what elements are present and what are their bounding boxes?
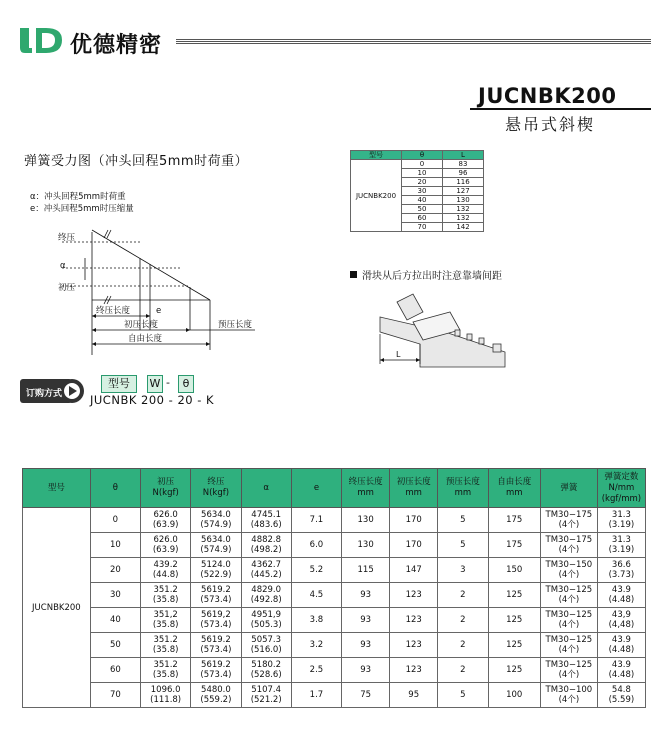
preload-length-cell-line: 3: [460, 565, 466, 575]
e-cell-line: 6.0: [309, 540, 324, 550]
spring-constant-cell: [597, 533, 645, 558]
alpha-cell-line: (492.8): [250, 595, 282, 605]
stbl-l: 132: [443, 205, 484, 214]
spring-constant-cell: [597, 633, 645, 658]
label-initial-length: 初压长度: [124, 320, 159, 330]
initial-length-cell-line: 95: [408, 690, 420, 700]
stbl-header-model: 型号: [351, 151, 402, 160]
spring-constant-cell: [597, 508, 645, 533]
spring-cell: [540, 533, 597, 558]
header-e: e: [291, 469, 341, 508]
theta-cell: [90, 558, 140, 583]
slider-note-text: 滑块从后方拉出时注意靠墙间距: [362, 271, 502, 282]
header-initial-force: 初压 N(kgf): [141, 469, 191, 508]
alpha-cell-line: (445.2): [250, 570, 282, 580]
initial-force-cell-line: (35.8): [152, 670, 179, 680]
final-length-cell: [342, 508, 390, 533]
theta-cell: [90, 508, 140, 533]
final-force-cell-line: 5619.2: [201, 660, 231, 670]
table-row: [23, 683, 646, 708]
spring-cell-line: (4个): [558, 595, 580, 605]
initial-length-cell-line: 123: [405, 590, 422, 600]
alpha-cell: [241, 608, 291, 633]
e-cell-line: 5.2: [309, 565, 324, 575]
initial-length-cell: [390, 583, 438, 608]
preload-length-cell-line: 2: [460, 640, 466, 650]
final-length-cell: [342, 608, 390, 633]
model-rule: [470, 108, 651, 110]
alpha-cell-line: (516.0): [250, 645, 282, 655]
theta-cell: [90, 608, 140, 633]
initial-force-cell-line: 351.2: [153, 660, 178, 670]
header-free-length: 自由长度 mm: [488, 469, 540, 508]
initial-length-cell-line: 147: [405, 565, 422, 575]
order-box-model: 型号: [101, 375, 137, 393]
spring-cell-line: (4个): [558, 695, 580, 705]
free-length-cell: [488, 608, 540, 633]
spring-constant-cell-line: (4.48): [608, 670, 635, 680]
spring-cell-line: (4个): [558, 620, 580, 630]
alpha-cell: [241, 558, 291, 583]
preload-length-cell-line: 2: [460, 665, 466, 675]
alpha-cell: [241, 633, 291, 658]
spring-constant-cell-line: (4,48): [608, 620, 635, 630]
alpha-cell: [241, 658, 291, 683]
spring-cell: [540, 508, 597, 533]
alpha-cell: [241, 533, 291, 558]
initial-length-cell: [390, 658, 438, 683]
spring-force-diagram: [20, 220, 280, 360]
order-box-theta: θ: [178, 375, 194, 393]
preload-length-cell: [438, 508, 488, 533]
preload-length-cell: [438, 633, 488, 658]
stbl-theta: 60: [402, 214, 443, 223]
initial-length-cell: [390, 683, 438, 708]
initial-force-cell: [141, 633, 191, 658]
final-force-cell: [191, 558, 241, 583]
theta-cell: [90, 658, 140, 683]
spring-constant-cell-line: 54.8: [611, 685, 631, 695]
initial-force-cell-line: 1096.0: [150, 685, 181, 695]
free-length-cell: [488, 533, 540, 558]
slider-mechanism-drawing: [355, 282, 520, 377]
free-length-cell: [488, 683, 540, 708]
initial-length-cell: [390, 533, 438, 558]
stbl-theta: 20: [402, 178, 443, 187]
initial-length-cell-line: 170: [405, 515, 422, 525]
free-length-cell-line: 175: [506, 515, 523, 525]
theta-cell: [90, 683, 140, 708]
theta-cell-line: 70: [109, 690, 121, 700]
free-length-cell: [488, 658, 540, 683]
preload-length-cell: [438, 608, 488, 633]
spring-constant-cell-line: (3.73): [608, 570, 635, 580]
label-preload-length: 预压长度: [218, 320, 253, 330]
header-final-length: 终压长度 mm: [342, 469, 390, 508]
e-cell-line: 1.7: [309, 690, 324, 700]
free-length-cell: [488, 508, 540, 533]
initial-force-cell: [141, 558, 191, 583]
stbl-model: JUCNBK200: [351, 160, 402, 232]
initial-length-cell: [390, 608, 438, 633]
initial-force-cell-line: 351.2: [153, 585, 178, 595]
preload-length-cell-line: 5: [460, 690, 466, 700]
final-length-cell: [342, 658, 390, 683]
theta-cell-line: 10: [109, 540, 121, 550]
order-box-w: W: [147, 375, 163, 393]
final-length-cell: [342, 633, 390, 658]
spring-cell: [540, 608, 597, 633]
spring-constant-cell: [597, 608, 645, 633]
initial-length-cell: [390, 633, 438, 658]
brand-name: 优德精密: [70, 33, 163, 58]
order-example: JUCNBK 200 - 20 - K: [90, 393, 215, 407]
spring-constant-cell-line: 31.3: [611, 510, 631, 520]
final-length-cell: [342, 558, 390, 583]
theta-cell-line: 50: [109, 640, 121, 650]
final-force-cell-line: 5619.2: [201, 635, 231, 645]
e-cell-line: 3.8: [309, 615, 324, 625]
final-force-cell-line: 5619.2: [201, 585, 231, 595]
spring-constant-cell-line: (4.48): [608, 595, 635, 605]
final-force-cell-line: 5619,2: [201, 610, 231, 620]
alpha-cell-line: 4951,9: [251, 610, 282, 620]
spring-diagram-title: 弹簧受力图（冲头回程5mm时荷重）: [24, 154, 249, 169]
spring-constant-cell: [597, 558, 645, 583]
final-force-cell: [191, 533, 241, 558]
initial-force-cell-line: (44.8): [152, 570, 179, 580]
final-force-cell-line: 5480.0: [201, 685, 231, 695]
final-force-cell-line: (573.4): [200, 670, 232, 680]
label-initial: 初压: [58, 283, 76, 293]
label-final: 终压: [58, 233, 76, 243]
free-length-cell-line: 125: [506, 665, 523, 675]
final-force-cell: [191, 683, 241, 708]
theta-cell: [90, 533, 140, 558]
free-length-cell-line: 150: [506, 565, 523, 575]
final-length-cell-line: 75: [360, 690, 372, 700]
stbl-theta: 40: [402, 196, 443, 205]
spring-constant-cell-line: (3.19): [608, 520, 635, 530]
spring-cell: [540, 683, 597, 708]
preload-length-cell: [438, 683, 488, 708]
free-length-cell-line: 100: [506, 690, 523, 700]
stbl-theta: 30: [402, 187, 443, 196]
header-final-force: 终压 N(kgf): [191, 469, 241, 508]
final-force-cell-line: (573.4): [200, 595, 232, 605]
preload-length-cell-line: 5: [460, 540, 466, 550]
table-row: [23, 558, 646, 583]
spring-cell-line: (4个): [558, 545, 580, 555]
theta-cell-line: 60: [109, 665, 121, 675]
stbl-l: 130: [443, 196, 484, 205]
initial-force-cell-line: (35.8): [152, 620, 179, 630]
final-force-cell-line: 5124.0: [201, 560, 231, 570]
final-force-cell: [191, 658, 241, 683]
spring-cell-line: TM30−125: [545, 635, 593, 645]
initial-force-cell-line: 439.2: [153, 560, 178, 570]
preload-length-cell-line: 2: [460, 615, 466, 625]
initial-length-cell: [390, 558, 438, 583]
table-row: [23, 533, 646, 558]
free-length-cell-line: 175: [506, 540, 523, 550]
e-cell: [291, 533, 341, 558]
e-cell-line: 4.5: [309, 590, 324, 600]
final-force-cell-line: (573.4): [200, 645, 232, 655]
e-cell: [291, 633, 341, 658]
initial-force-cell: [141, 683, 191, 708]
final-length-cell-line: 93: [360, 615, 372, 625]
final-force-cell-line: (559.2): [200, 695, 232, 705]
alpha-cell-line: (498.2): [250, 545, 282, 555]
spring-cell-line: TM30−125: [545, 660, 593, 670]
free-length-cell: [488, 558, 540, 583]
spring-cell-line: TM30−175: [545, 510, 593, 520]
preload-length-cell-line: 5: [460, 515, 466, 525]
initial-force-cell: [141, 583, 191, 608]
header-model: 型号: [23, 469, 91, 508]
spec-table: [22, 468, 646, 708]
stbl-theta: 10: [402, 169, 443, 178]
order-badge-label: 订购方式: [26, 389, 63, 399]
model-name: 悬吊式斜楔: [505, 115, 596, 134]
free-length-cell-line: 125: [506, 615, 523, 625]
initial-force-cell-line: 626.0: [153, 535, 178, 545]
final-force-cell-line: (573.4): [200, 620, 232, 630]
spring-constant-cell-line: 43.9: [611, 660, 631, 670]
alpha-cell-line: (483.6): [250, 520, 282, 530]
e-cell: [291, 683, 341, 708]
spring-constant-cell-line: 36.6: [611, 560, 631, 570]
e-cell: [291, 558, 341, 583]
stbl-l: 116: [443, 178, 484, 187]
spring-constant-cell-line: (5.59): [608, 695, 635, 705]
spring-cell-line: (4个): [558, 570, 580, 580]
spring-cell: [540, 658, 597, 683]
brand-logo-icon: [20, 26, 66, 54]
initial-length-cell-line: 170: [405, 540, 422, 550]
free-length-cell-line: 125: [506, 590, 523, 600]
slider-dimension-label: L: [396, 350, 401, 359]
final-length-cell-line: 130: [357, 515, 374, 525]
header-alpha: α: [241, 469, 291, 508]
table-row: [23, 608, 646, 633]
final-force-cell-line: 5634.0: [201, 510, 231, 520]
legend-alpha: α：冲头回程5mm时荷重: [30, 192, 126, 202]
label-final-length: 终压长度: [96, 306, 131, 316]
header-spring: 弹簧: [540, 469, 597, 508]
final-length-cell-line: 93: [360, 665, 372, 675]
stbl-theta: 50: [402, 205, 443, 214]
model-code: JUCNBK200: [478, 84, 617, 108]
spring-cell-line: (4个): [558, 520, 580, 530]
table-row: [23, 508, 646, 533]
header-spring-constant: 弹簧定数 N/mm (kgf/mm): [597, 469, 645, 508]
table-row: [23, 583, 646, 608]
stbl-l: 96: [443, 169, 484, 178]
label-e: e: [156, 306, 162, 316]
initial-force-cell-line: 351.2: [153, 635, 178, 645]
e-cell-line: 3.2: [309, 640, 324, 650]
final-length-cell-line: 93: [360, 590, 372, 600]
header-rule: [176, 39, 651, 45]
final-force-cell: [191, 608, 241, 633]
alpha-cell-line: (505.3): [250, 620, 282, 630]
e-cell: [291, 583, 341, 608]
spring-cell: [540, 583, 597, 608]
label-alpha: α: [60, 261, 66, 271]
alpha-cell-line: (521.2): [250, 695, 282, 705]
initial-force-cell-line: (111.8): [150, 695, 182, 705]
alpha-cell-line: 4362.7: [251, 560, 282, 570]
initial-force-cell: [141, 658, 191, 683]
spring-cell-line: (4个): [558, 670, 580, 680]
header-initial-length: 初压长度 mm: [390, 469, 438, 508]
alpha-cell-line: 4829.0: [251, 585, 282, 595]
stbl-l: 142: [443, 223, 484, 232]
spring-constant-cell-line: 43.9: [611, 635, 631, 645]
spring-cell-line: TM30−175: [545, 535, 593, 545]
alpha-cell-line: 5057.3: [251, 635, 282, 645]
free-length-cell: [488, 633, 540, 658]
alpha-cell: [241, 683, 291, 708]
table-row: [23, 633, 646, 658]
legend-e: e：冲头回程5mm时压缩量: [30, 204, 134, 214]
stbl-l: 127: [443, 187, 484, 196]
initial-force-cell: [141, 533, 191, 558]
final-force-cell-line: (522.9): [200, 570, 232, 580]
spring-constant-cell-line: (4.48): [608, 645, 635, 655]
spring-constant-cell-line: 31.3: [611, 535, 631, 545]
initial-force-cell-line: (63.9): [152, 545, 179, 555]
initial-length-cell: [390, 508, 438, 533]
spring-constant-cell: [597, 683, 645, 708]
preload-length-cell: [438, 558, 488, 583]
e-cell: [291, 608, 341, 633]
spring-cell: [540, 558, 597, 583]
final-force-cell: [191, 633, 241, 658]
alpha-cell: [241, 583, 291, 608]
final-length-cell-line: 130: [357, 540, 374, 550]
preload-length-cell: [438, 583, 488, 608]
alpha-cell-line: 5180.2: [251, 660, 282, 670]
free-length-cell: [488, 583, 540, 608]
spring-cell-line: TM30−125: [545, 610, 593, 620]
initial-force-cell-line: 351,2: [153, 610, 178, 620]
final-length-cell: [342, 533, 390, 558]
initial-force-cell: [141, 508, 191, 533]
alpha-cell-line: 4882.8: [251, 535, 282, 545]
spring-constant-cell-line: 43,9: [611, 610, 631, 620]
spring-cell: [540, 633, 597, 658]
spring-cell-line: TM30−100: [545, 685, 593, 695]
final-length-cell-line: 115: [357, 565, 374, 575]
e-cell-line: 7.1: [309, 515, 324, 525]
theta-cell-line: 0: [112, 515, 119, 525]
alpha-cell-line: 4745.1: [251, 510, 282, 520]
label-free-length: 自由长度: [128, 334, 163, 344]
table-row: [23, 658, 646, 683]
theta-length-table: [350, 150, 484, 232]
free-length-cell-line: 125: [506, 640, 523, 650]
final-length-cell: [342, 683, 390, 708]
stbl-theta: 0: [402, 160, 443, 169]
e-cell: [291, 658, 341, 683]
alpha-cell-line: (528.6): [250, 670, 282, 680]
theta-cell: [90, 633, 140, 658]
initial-length-cell-line: 123: [405, 640, 422, 650]
final-force-cell: [191, 583, 241, 608]
initial-force-cell-line: (35.8): [152, 595, 179, 605]
final-length-cell: [342, 583, 390, 608]
spring-cell-line: (4个): [558, 645, 580, 655]
spring-constant-cell: [597, 583, 645, 608]
preload-length-cell-line: 2: [460, 590, 466, 600]
alpha-cell-line: 5107.4: [251, 685, 282, 695]
theta-cell-line: 20: [109, 565, 121, 575]
final-force-cell-line: (574.9): [200, 520, 232, 530]
theta-cell-line: 40: [109, 615, 121, 625]
initial-length-cell-line: 123: [405, 665, 422, 675]
model-cell: JUCNBK200: [23, 508, 91, 708]
final-length-cell-line: 93: [360, 640, 372, 650]
bullet-square-icon: [350, 271, 357, 278]
stbl-header-theta: θ: [402, 151, 443, 160]
initial-force-cell-line: (63.9): [152, 520, 179, 530]
spring-constant-cell: [597, 658, 645, 683]
final-force-cell-line: 5634.0: [201, 535, 231, 545]
preload-length-cell: [438, 658, 488, 683]
alpha-cell: [241, 508, 291, 533]
slider-note: [350, 267, 502, 282]
spring-constant-cell-line: (3.19): [608, 545, 635, 555]
spring-constant-cell-line: 43.9: [611, 585, 631, 595]
preload-length-cell: [438, 533, 488, 558]
initial-force-cell-line: 626.0: [153, 510, 178, 520]
spring-cell-line: TM30−150: [545, 560, 593, 570]
e-cell: [291, 508, 341, 533]
final-force-cell: [191, 508, 241, 533]
final-force-cell-line: (574.9): [200, 545, 232, 555]
initial-length-cell-line: 123: [405, 615, 422, 625]
spring-cell-line: TM30−125: [545, 585, 593, 595]
initial-force-cell: [141, 608, 191, 633]
stbl-l: 83: [443, 160, 484, 169]
theta-cell-line: 30: [109, 590, 121, 600]
stbl-theta: 70: [402, 223, 443, 232]
stbl-header-l: L: [443, 151, 484, 160]
theta-cell: [90, 583, 140, 608]
header-theta: θ: [90, 469, 140, 508]
header-preload-length: 预压长度 mm: [438, 469, 488, 508]
e-cell-line: 2.5: [309, 665, 324, 675]
stbl-l: 132: [443, 214, 484, 223]
initial-force-cell-line: (35.8): [152, 645, 179, 655]
order-dash: -: [166, 376, 170, 389]
